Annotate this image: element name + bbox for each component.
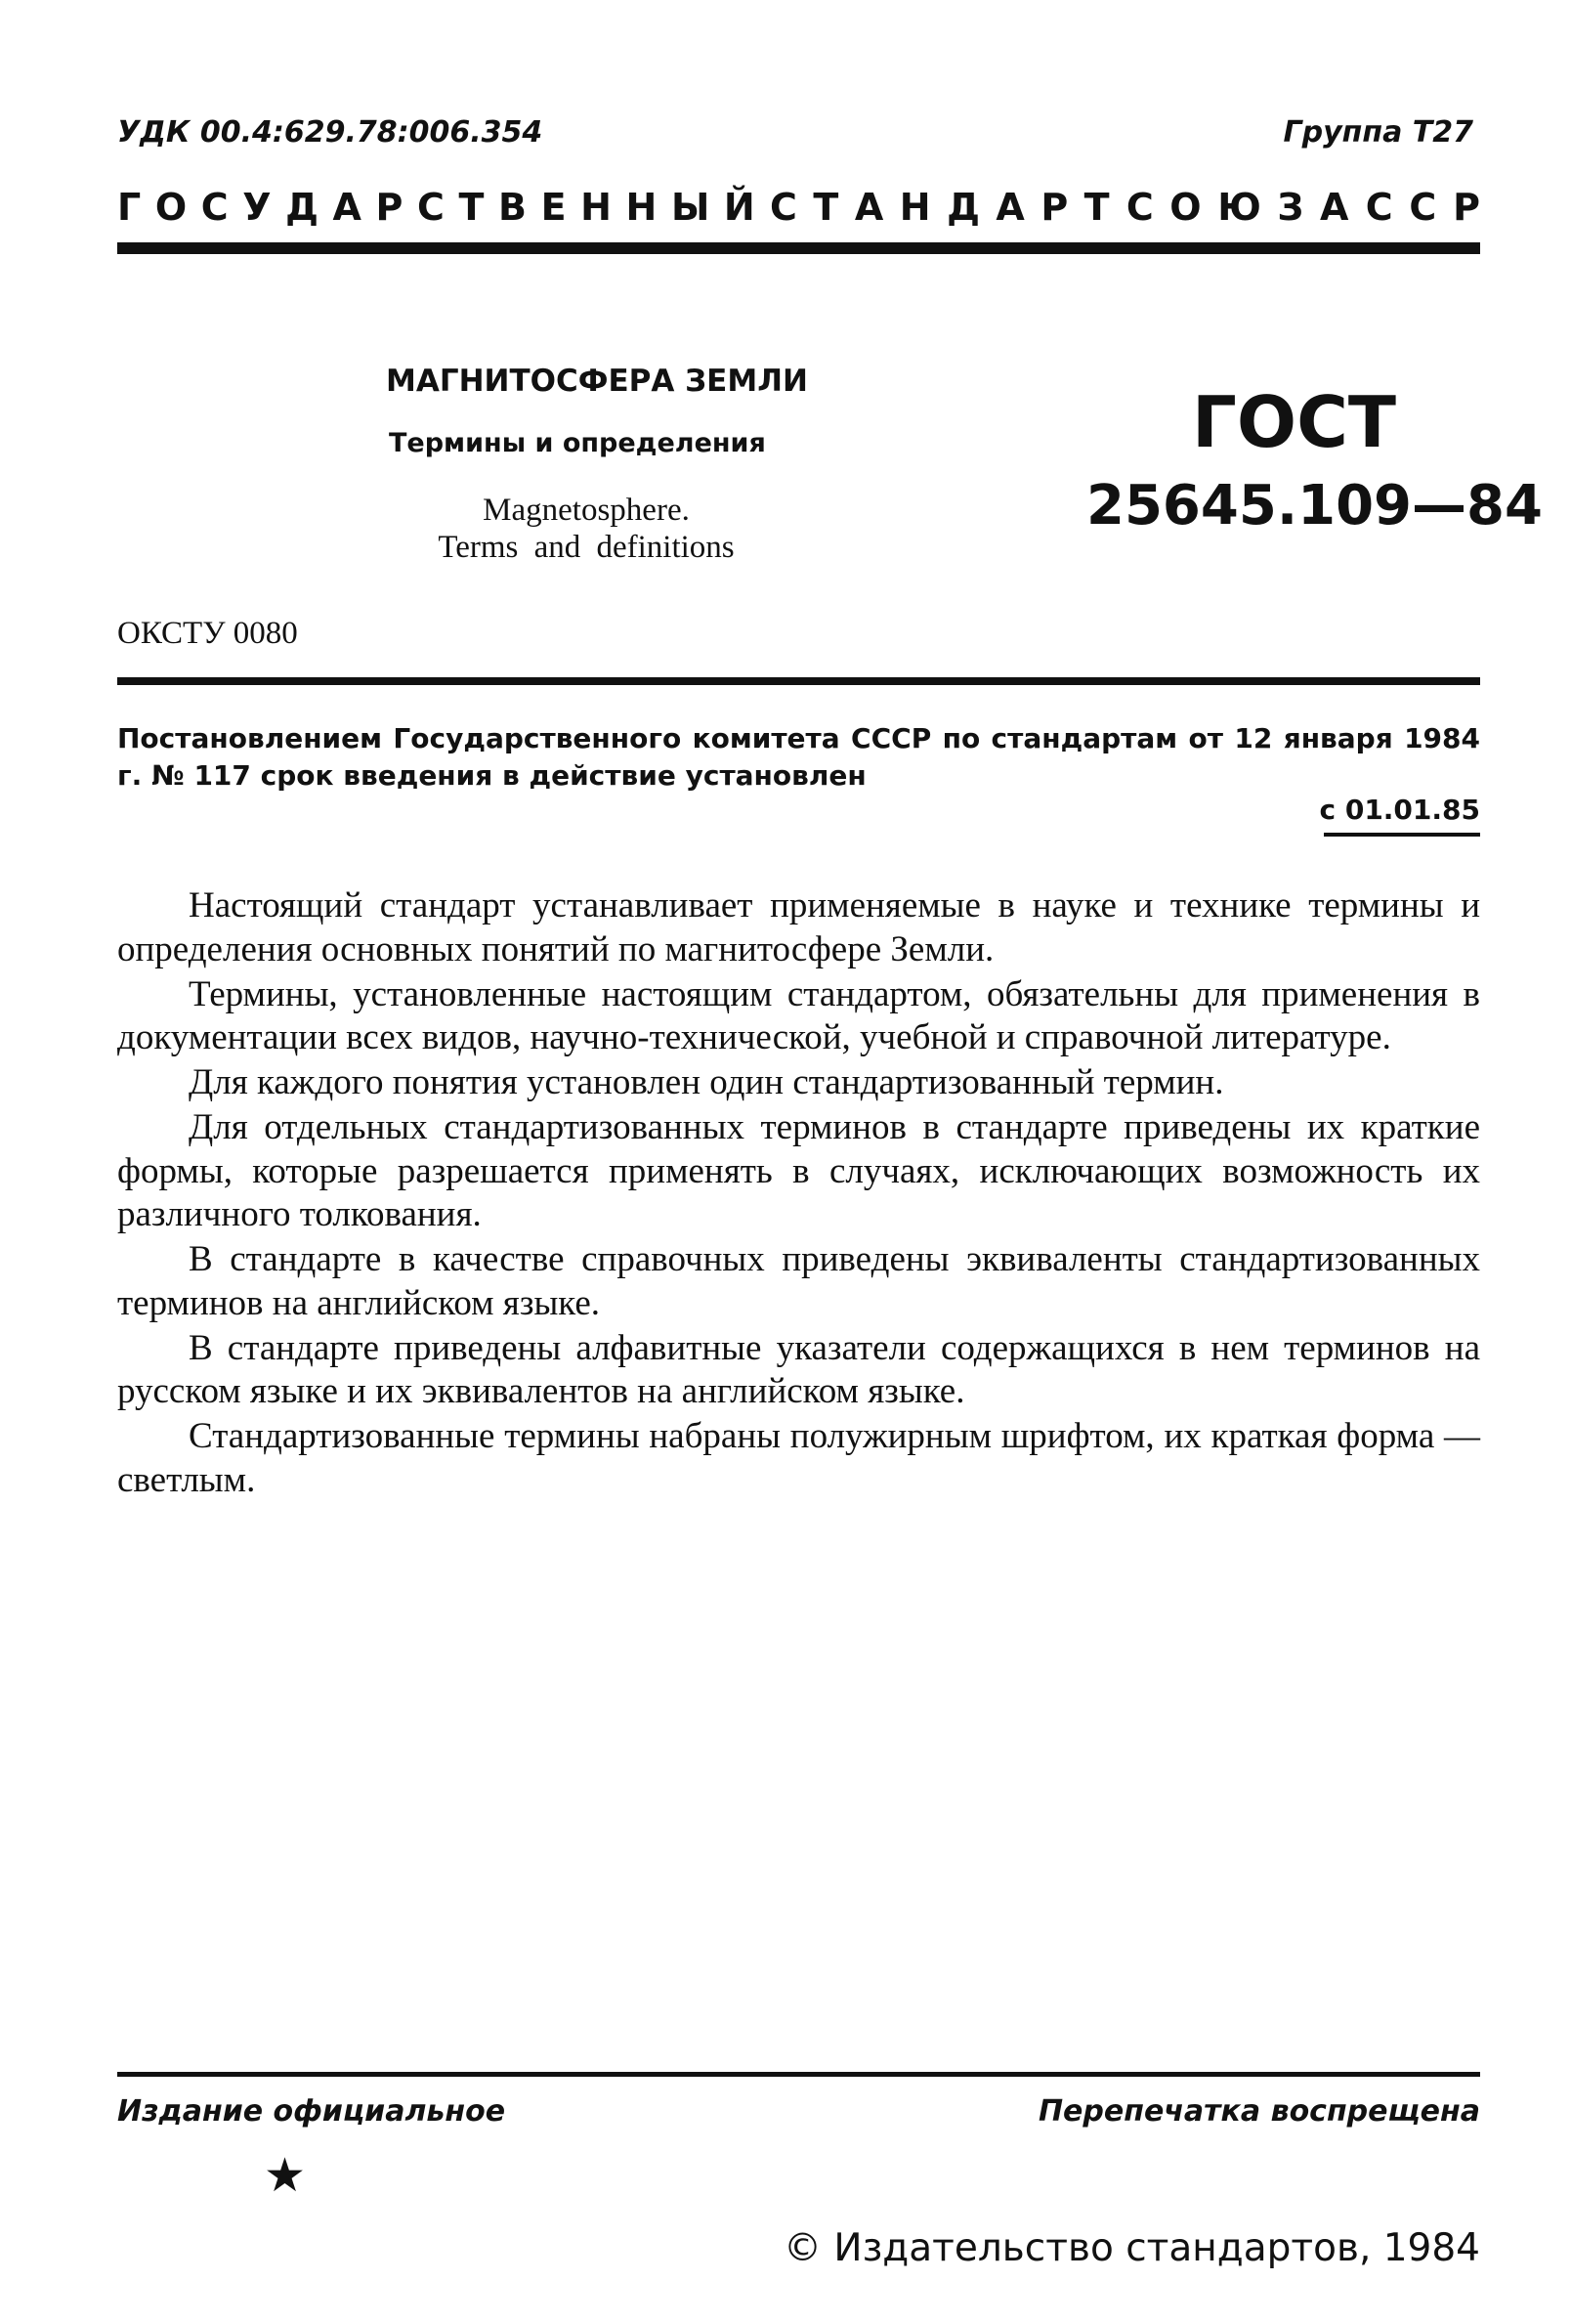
- document-title: МАГНИТОСФЕРА ЗЕМЛИ: [386, 364, 808, 399]
- middle-rule: [117, 677, 1480, 685]
- star-icon: ★: [264, 2148, 307, 2203]
- body-paragraph: В стандарте в качестве справочных приведены эквиваленты стандартизованных терминов на английском языке.: [117, 1239, 1480, 1323]
- copyright-line: © Издательство стандартов, 1984: [784, 2226, 1480, 2270]
- banner-word: СТАНДАРТ: [770, 186, 1126, 229]
- okstu-code: ОКСТУ 0080: [117, 616, 298, 651]
- bottom-rule: [117, 2072, 1480, 2077]
- reprint-prohibited-label: Перепечатка воспрещена: [1038, 2094, 1480, 2129]
- group-code: Группа Т27: [1283, 115, 1473, 150]
- state-standard-banner: [117, 186, 1497, 229]
- body-paragraph: Стандартизованные термины набраны полужирным шрифтом, их краткая форма — светлым.: [117, 1416, 1480, 1500]
- banner-word: СОЮЗА: [1125, 186, 1366, 229]
- body-paragraph: Настоящий стандарт устанавливает применяемые в науке и технике термины и определения основных понятий по магнитосфере Земли.: [117, 885, 1480, 969]
- date-underline: [1324, 833, 1480, 837]
- body-text: [117, 884, 1480, 1504]
- top-rule: [117, 242, 1480, 254]
- english-title-line: Terms and definitions: [438, 530, 735, 565]
- body-paragraph: В стандарте приведены алфавитные указатели содержащихся в нем терминов на русском языке и их эквивалентов на английском языке.: [117, 1327, 1480, 1411]
- banner-word: ССР: [1365, 186, 1497, 229]
- document-subtitle: Термины и определения: [389, 428, 766, 458]
- effective-date-block: [1319, 794, 1480, 826]
- gost-label: ГОСТ: [1192, 381, 1397, 463]
- effective-date: с 01.01.85: [1319, 794, 1480, 826]
- official-edition-label: Издание официальное: [117, 2094, 506, 2129]
- body-paragraph: Для каждого понятия установлен один стандартизованный термин.: [189, 1062, 1224, 1102]
- body-paragraph: Для отдельных стандартизованных терминов в стандарте приведены их краткие формы, которые разрешается применять в случаях, исключающих возможность их различного толкования.: [117, 1107, 1480, 1234]
- decree-text: Постановлением Государственного комитета СССР по стандартам от 12 января 1984 г. № 117 срок введения в действие установлен: [117, 722, 1480, 792]
- body-paragraph: Термины, установленные настоящим стандартом, обязательны для применения в документации всех видов, научно-технической, учебной и справочной литературе.: [117, 973, 1480, 1057]
- banner-word: ГОСУДАРСТВЕННЫЙ: [117, 186, 770, 229]
- english-title-line: Magnetosphere.: [483, 493, 690, 528]
- english-title: [376, 492, 796, 566]
- gost-number: 25645.109—84: [1086, 474, 1543, 538]
- udk-code: УДК 00.4:629.78:006.354: [117, 115, 543, 150]
